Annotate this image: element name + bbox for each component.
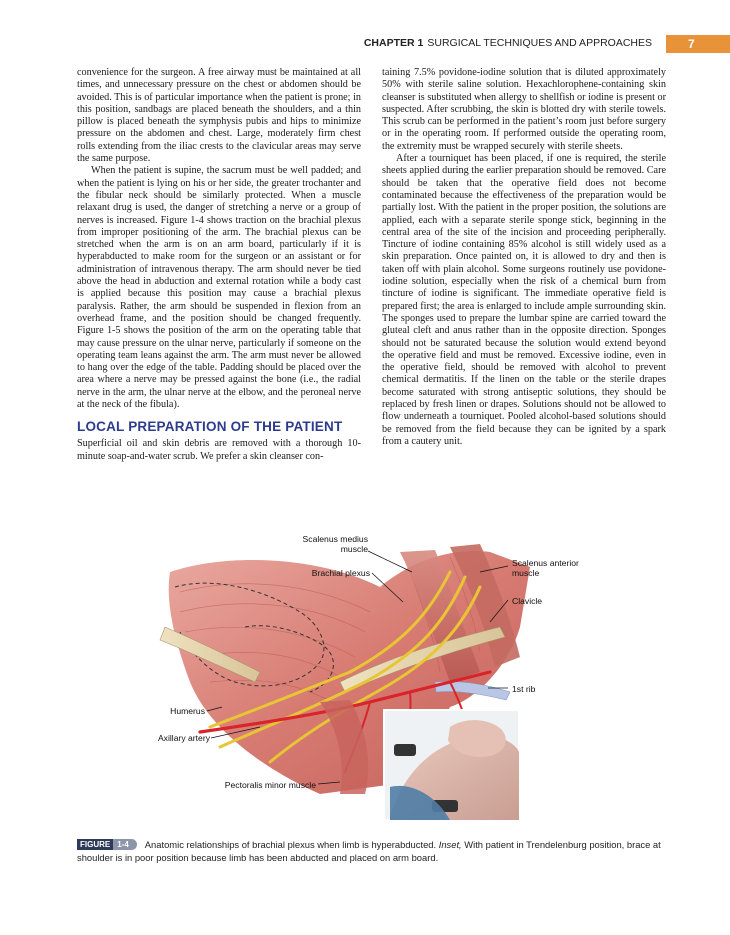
chapter-name: SURGICAL TECHNIQUES AND APPROACHES (427, 37, 652, 49)
chapter-title (364, 37, 652, 49)
left-paragraph-2: When the patient is supine, the sacrum must be well padded; and when the patient is lying on his or her side, the greater trochanter and the fibular neck should be similarly protected. When a muscle relaxant drug is used, the danger of stretching a nerve or a group of nerves is increased. Figure 1-4 shows traction on the brachial plexus from improper positioning of the arm. The brachial plexus can be stretched when the arm is on an arm board, particularly if it is hyperabducted to make room for the surgeon or an assistant or for administration of intravenous therapy. The arm should never be tied above the head in abduction and external rotation while a body cast is applied because this position may cause a brachial plexus paralysis. Rather, the arm should be suspended in flexion from an overhead frame, and the position should be changed frequently. Figure 1-5 shows the position of the arm on the operating table that may cause pressure on the ulnar nerve, particularly if someone on the operating team leans against the arm. The arm must never be allowed to hang over the edge of the table. Padding should be placed over the area where a nerve may be pressed against the bone (i.e., the radial nerve in the arm, the ulnar nerve at the elbow, and the peroneal nerve at the neck of the fibula). (77, 165, 361, 411)
right-column (382, 67, 666, 448)
inset-trendelenburg (384, 710, 519, 820)
right-paragraph-2: After a tourniquet has been placed, if one is required, the sterile sheets applied during the earlier preparation should be removed. Care should be taken that the operative field does not become contaminated because the effectiveness of the preparation would be partially lost. With the patient in the proper position, the solutions are applied, each with a separate sterile sponge stick, beginning in the central area of the site of the incision and proceeding peripherally. Tincture of iodine containing 85% alcohol is still widely used as a skin preparation. Once painted on, it is allowed to dry and then is taken off with plain alcohol. Some surgeons routinely use povidone-iodine solution, especially when the risk of a chemical burn from tincture of iodine is significant. The immediate operative field is prepared first; the area is enlarged to include ample surrounding skin. The sponges used to prepare the lumbar spine are carried toward the gluteal cleft and anus rather than in the opposite direction. Sponges should not be saturated because the solution would extend beyond the operative field and must be removed. Excessive iodine, even in the operative field, should be removed with alcohol to prevent chemical dermatitis. If the linen on the table or the sterile drapes become saturated with strong antiseptic solutions, they should be replaced by fresh linen or drapes. Solutions should not be allowed to flow underneath a tourniquet. Pooled alcohol-based solutions should be removed from the field because they can be ignited by a spark from a cautery unit. (382, 153, 666, 447)
label-clavicle: Clavicle (512, 596, 543, 606)
label-first-rib: 1st rib (512, 684, 536, 694)
label-scalenus-anterior-line2: muscle (512, 568, 540, 578)
figure-tag: FIGURE (77, 839, 113, 850)
chapter-label: CHAPTER 1 (363, 37, 424, 49)
section-heading: LOCAL PREPARATION OF THE PATIENT (77, 419, 343, 435)
label-brachial-plexus: Brachial plexus (311, 568, 370, 578)
label-scalenus-anterior-line1: Scalenus anterior (512, 558, 579, 568)
label-pectoralis-minor: Pectoralis minor muscle (224, 780, 316, 790)
page-number: 7 (666, 35, 730, 53)
running-header (0, 35, 730, 53)
anatomy-figure (150, 532, 665, 822)
left-paragraph-3: Superficial oil and skin debris are removed with a thorough 10-minute soap-and-water scrub. We prefer a skin cleanser con- (77, 438, 361, 462)
label-scalenus-medius-line1: Scalenus medius (302, 534, 368, 544)
figure-caption (77, 838, 667, 864)
label-axillary-artery: Axillary artery (157, 733, 210, 743)
label-scalenus-anterior (512, 558, 579, 578)
left-paragraph-1: convenience for the surgeon. A free airway must be maintained at all times, and unnecessary pressure on the chest or abdomen should be avoided. This is of particular importance when the patient is prone; in this position, sandbags are placed beneath the shoulders, and a thin pillow is placed beneath the symphysis pubis and hips to minimize pressure on the abdomen and chest. Large, moderately firm chest rolls extending from the iliac crests to the clavicular areas may serve the same purpose. (77, 67, 361, 165)
label-scalenus-medius-line2: muscle (340, 544, 368, 554)
caption-inset-text: With patient in Trendelenburg position, brace at shoulder is in poor position because limb has been abducted and placed on arm board. (77, 839, 661, 863)
right-paragraph-1: taining 7.5% povidone-iodine solution that is diluted approximately 50% with sterile saline solution. Hexachlorophene-containing skin cleanser is substituted when allergy to shellfish or iodine is present or suspected. After scrubbing, the skin is blotted dry with sterile towels. This scrub can be performed in the patient’s room just before surgery or in the operating room. If performed outside the operating room, the extremity must be wrapped securely with sterile sheets. (382, 67, 666, 152)
anatomy-illustration (150, 532, 665, 822)
left-column (77, 67, 361, 463)
caption-text: Anatomic relationships of brachial plexus when limb is hyperabducted. (144, 839, 437, 850)
label-scalenus-medius (290, 534, 368, 554)
caption-inset-label: Inset, (438, 839, 462, 850)
label-humerus: Humerus (170, 706, 205, 716)
figure-number: 1-4 (113, 839, 137, 850)
